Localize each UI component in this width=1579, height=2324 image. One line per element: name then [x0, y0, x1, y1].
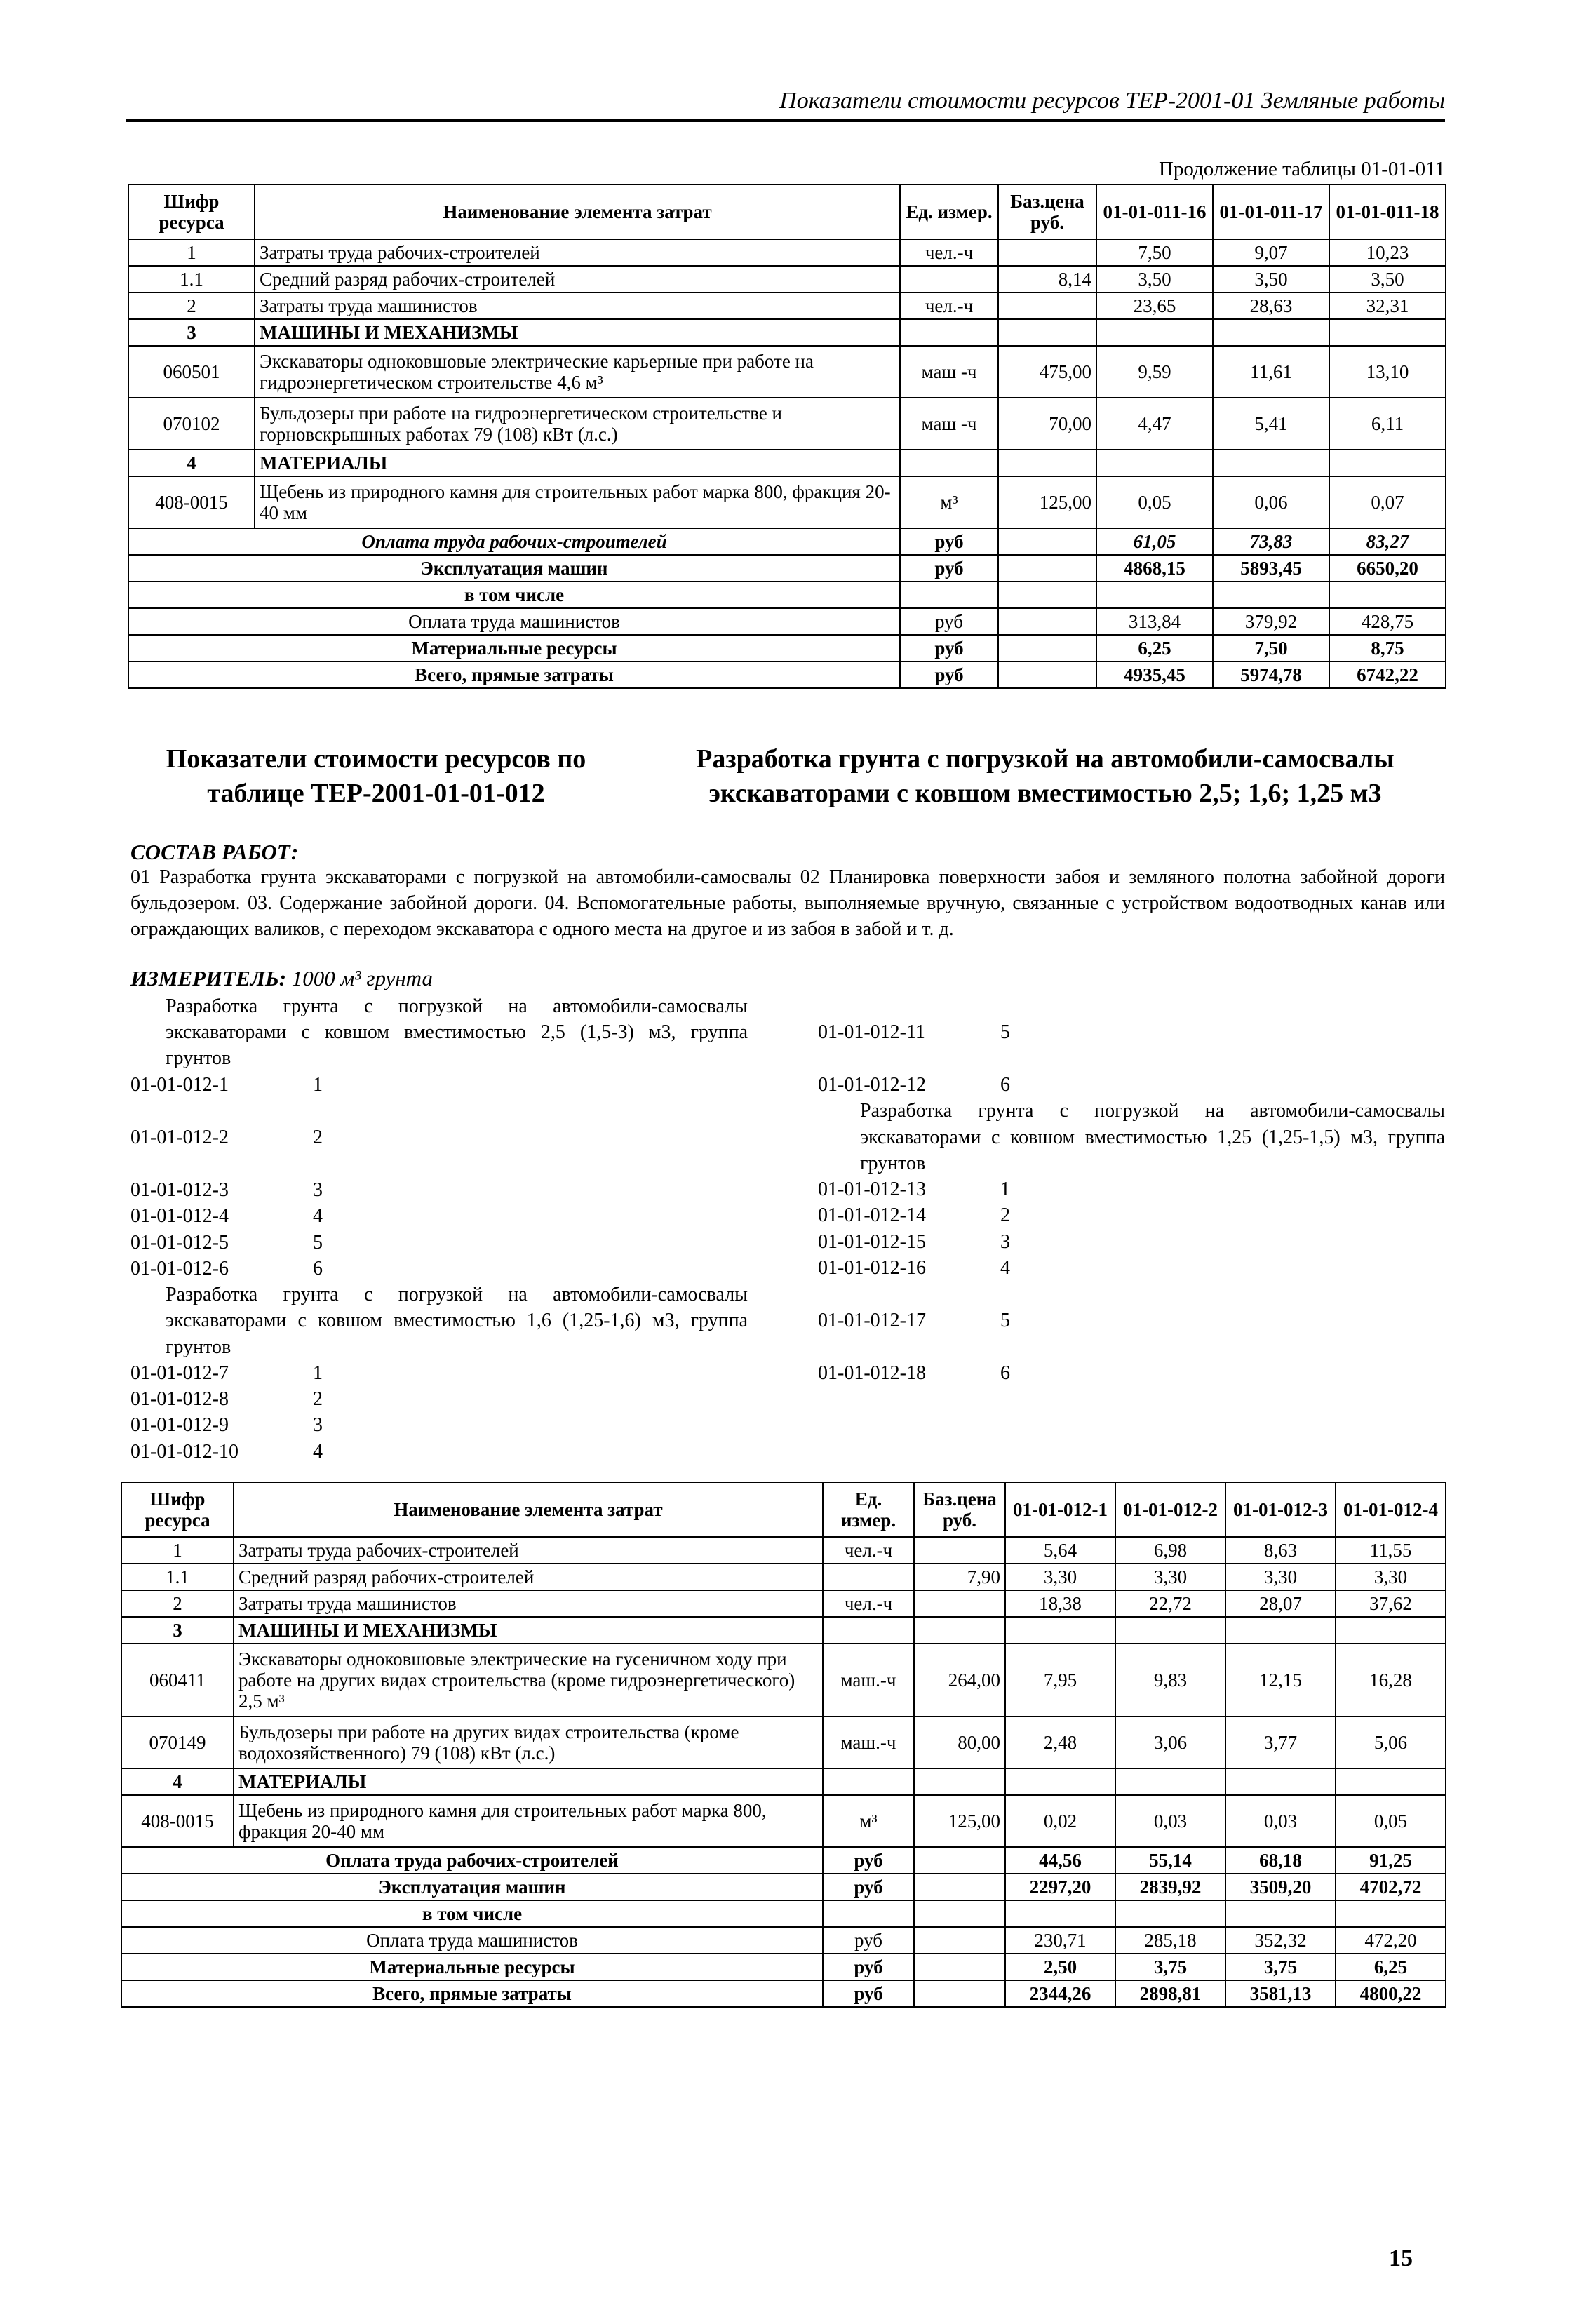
summary-row: [128, 555, 1446, 582]
list-item: [130, 1412, 748, 1438]
group-description: Разработка грунта с погрузкой на автомобили-самосвалы экскаваторами с ковшом вместимостью 2,5 (1,5-3) м3, группа грунтов: [166, 995, 748, 1070]
cell-value: 3,75: [1115, 1954, 1225, 1980]
cell-code: 2: [121, 1590, 234, 1617]
cell-value: 3,75: [1225, 1954, 1336, 1980]
item-group: 1: [313, 1073, 323, 1096]
cell-value: 8,75: [1329, 635, 1446, 661]
cell-name: Затраты труда машинистов: [255, 293, 900, 319]
summary-row: [128, 528, 1446, 555]
cell-value: 18,38: [1005, 1590, 1115, 1617]
cell-value: 4800,22: [1336, 1980, 1446, 2007]
item-code: 01-01-012-2: [130, 1126, 229, 1148]
cell-value: 7,50: [1096, 239, 1213, 266]
table-row: [128, 266, 1446, 293]
cell-value: 313,84: [1096, 608, 1213, 635]
col-header-unit: Ед. измер.: [900, 184, 998, 239]
summary-label: в том числе: [121, 1900, 823, 1927]
cell-unit: м³: [823, 1795, 914, 1847]
cell-value: 8,63: [1225, 1537, 1336, 1564]
cell-code: 408-0015: [128, 476, 255, 528]
cell-code: 1.1: [128, 266, 255, 293]
item-code: 01-01-012-13: [818, 1178, 926, 1201]
table-section-row: [121, 1768, 1446, 1795]
col-header-code: 01-01-012-1: [1005, 1482, 1115, 1537]
cell-price: 80,00: [914, 1717, 1005, 1768]
cell-value: 4,47: [1096, 398, 1213, 450]
item-code: 01-01-012-9: [130, 1414, 229, 1437]
cell-unit: руб: [900, 528, 998, 555]
cell-code: 3: [121, 1617, 234, 1644]
item-group: 6: [1000, 1362, 1010, 1385]
group-description: Разработка грунта с погрузкой на автомобили-самосвалы экскаваторами с ковшом вместимостью 1,25 (1,25-1,5) м3, группа грунтов: [860, 1100, 1445, 1174]
cell-value: 5893,45: [1213, 555, 1329, 582]
cell-unit: руб: [823, 1927, 914, 1954]
summary-row: [128, 635, 1446, 661]
cell-value: 61,05: [1096, 528, 1213, 555]
list-item: [130, 1439, 748, 1465]
cell-price: [914, 1537, 1005, 1564]
summary-label: Оплата труда рабочих-строителей: [128, 528, 900, 555]
summary-row: [121, 1927, 1446, 1954]
item-code: 01-01-012-3: [130, 1179, 229, 1202]
item-code: 01-01-012-16: [818, 1256, 926, 1279]
list-item: [130, 1072, 748, 1098]
cell-code: 3: [128, 319, 255, 346]
cell-value: 6650,20: [1329, 555, 1446, 582]
cell-price: [998, 293, 1096, 319]
summary-row: [128, 608, 1446, 635]
cell-name: Затраты труда машинистов: [234, 1590, 823, 1617]
list-item: [130, 1230, 748, 1256]
summary-row: [121, 1900, 1446, 1927]
summary-label: Материальные ресурсы: [121, 1954, 823, 1980]
cell-price: 8,14: [998, 266, 1096, 293]
cell-name: Бульдозеры при работе на других видах строительства (кроме водохозяйственного) 79 (108) кВт (л.с.): [234, 1717, 823, 1768]
item-code: 01-01-012-14: [818, 1204, 926, 1227]
summary-label: Оплата труда машинистов: [121, 1927, 823, 1954]
col-header-price: Баз.цена руб.: [914, 1482, 1005, 1537]
col-header-code: 01-01-012-2: [1115, 1482, 1225, 1537]
cell-unit: [823, 1564, 914, 1590]
list-item: [818, 1019, 1445, 1045]
item-group: 6: [313, 1257, 323, 1279]
cell-value: 28,07: [1225, 1590, 1336, 1617]
table-row: [121, 1590, 1446, 1617]
item-code: 01-01-012-1: [130, 1073, 229, 1096]
summary-label: Оплата труда машинистов: [128, 608, 900, 635]
cell-value: 2,50: [1005, 1954, 1115, 1980]
cell-value: 11,55: [1336, 1537, 1446, 1564]
cell-name: Щебень из природного камня для строительных работ марка 800, фракция 20-40 мм: [255, 476, 900, 528]
cell-value: 0,05: [1096, 476, 1213, 528]
table-row: [121, 1795, 1446, 1847]
cell-price: [914, 1590, 1005, 1617]
cell-price: 264,00: [914, 1644, 1005, 1717]
cell-unit: руб: [900, 635, 998, 661]
list-item: [130, 1386, 748, 1412]
cell-price: 125,00: [998, 476, 1096, 528]
cell-value: 6,98: [1115, 1537, 1225, 1564]
cell-name: Экскаваторы одноковшовые электрические на гусеничном ходу при работе на других видах строительства (кроме гидроэнергетического) 2,5 м³: [234, 1644, 823, 1717]
cell-value: 3,06: [1115, 1717, 1225, 1768]
section-heading-materials: МАТЕРИАЛЫ: [255, 450, 900, 476]
cell-code: 4: [121, 1768, 234, 1795]
col-header-shifr: Шифр ресурса: [128, 184, 255, 239]
cell-value: 11,61: [1213, 346, 1329, 398]
code-list-left: [130, 993, 748, 1465]
item-code: 01-01-012-17: [818, 1310, 926, 1332]
cell-value: 4702,72: [1336, 1874, 1446, 1900]
cell-unit: чел.-ч: [900, 239, 998, 266]
table-section-row: [128, 319, 1446, 346]
list-item: [130, 1177, 748, 1203]
cell-unit: маш -ч: [900, 346, 998, 398]
cell-value: 9,07: [1213, 239, 1329, 266]
cell-name: Бульдозеры при работе на гидроэнергетическом строительстве и горновскрышных работах 79 (108) кВт (л.с.): [255, 398, 900, 450]
cell-code: 1: [121, 1537, 234, 1564]
cell-value: 2839,92: [1115, 1874, 1225, 1900]
cell-code: 4: [128, 450, 255, 476]
page-number: 15: [1389, 2245, 1413, 2271]
cell-value: 37,62: [1336, 1590, 1446, 1617]
summary-label: в том числе: [128, 582, 900, 608]
col-header-unit: Ед. измер.: [823, 1482, 914, 1537]
cell-value: 28,63: [1213, 293, 1329, 319]
cell-code: 408-0015: [121, 1795, 234, 1847]
item-group: 3: [1000, 1230, 1010, 1253]
item-group: 3: [313, 1414, 323, 1437]
item-code: 01-01-012-6: [130, 1257, 229, 1279]
code-list-right: [818, 1019, 1445, 1387]
list-item: [818, 1229, 1445, 1255]
cell-price: 70,00: [998, 398, 1096, 450]
table-row: [128, 398, 1446, 450]
cell-value: 3,30: [1115, 1564, 1225, 1590]
cell-value: 68,18: [1225, 1847, 1336, 1874]
cell-code: 2: [128, 293, 255, 319]
work-composition-label: СОСТАВ РАБОТ:: [130, 840, 299, 864]
cell-unit: чел.-ч: [823, 1537, 914, 1564]
list-item: [818, 1176, 1445, 1202]
cell-value: 6,25: [1336, 1954, 1446, 1980]
cell-unit: [900, 266, 998, 293]
cell-value: 44,56: [1005, 1847, 1115, 1874]
cell-name: Средний разряд рабочих-строителей: [255, 266, 900, 293]
list-item: [130, 1360, 748, 1386]
cell-unit: руб: [823, 1954, 914, 1980]
section-heading-machines: МАШИНЫ И МЕХАНИЗМЫ: [234, 1617, 823, 1644]
cell-name: Затраты труда рабочих-строителей: [255, 239, 900, 266]
section-title-table: Показатели стоимости ресурсов по таблице ТЕР-2001-01-01-012: [166, 744, 586, 809]
cell-code: 070102: [128, 398, 255, 450]
list-item: [130, 1256, 748, 1282]
item-group: 3: [313, 1179, 323, 1202]
cell-value: 12,15: [1225, 1644, 1336, 1717]
cell-value: 83,27: [1329, 528, 1446, 555]
cell-value: 472,20: [1336, 1927, 1446, 1954]
item-code: 01-01-012-10: [130, 1440, 238, 1463]
cell-unit: чел.-ч: [823, 1590, 914, 1617]
item-code: 01-01-012-8: [130, 1388, 229, 1411]
work-composition-text: 01 Разработка грунта экскаваторами с погрузкой на автомобили-самосвалы 02 Планировка поверхности забоя и земляного полотна забойной дороги бульдозером. 03. Содержание забойной дороги. 04. Вспомогательные работы, выполняемые вручную, связанные с устройством водоотводных канав или ограждающих валиков, с переходом экскаватора с одного места на другое и из забоя в забой и т. д.: [130, 866, 1445, 941]
item-group: 5: [1000, 1310, 1010, 1332]
cell-value: 3,50: [1213, 266, 1329, 293]
cell-value: 3,30: [1225, 1564, 1336, 1590]
cell-unit: маш.-ч: [823, 1717, 914, 1768]
cell-value: 4868,15: [1096, 555, 1213, 582]
summary-row: [121, 1954, 1446, 1980]
item-code: 01-01-012-4: [130, 1205, 229, 1228]
resource-table-012: [121, 1482, 1446, 2008]
table-header-row: [121, 1482, 1446, 1537]
item-code: 01-01-012-15: [818, 1230, 926, 1253]
cell-unit: руб: [823, 1980, 914, 2007]
cell-value: 0,07: [1329, 476, 1446, 528]
list-item: [818, 1308, 1445, 1334]
cell-value: 7,95: [1005, 1644, 1115, 1717]
cell-unit: руб: [900, 608, 998, 635]
cell-value: 0,02: [1005, 1795, 1115, 1847]
table-row: [121, 1717, 1446, 1768]
table-row: [128, 476, 1446, 528]
summary-row: [121, 1847, 1446, 1874]
item-code: 01-01-012-12: [818, 1074, 926, 1096]
cell-value: 428,75: [1329, 608, 1446, 635]
cell-price: 7,90: [914, 1564, 1005, 1590]
cell-unit: маш -ч: [900, 398, 998, 450]
list-item: [130, 1124, 748, 1150]
table-row: [121, 1644, 1446, 1717]
table-header-row: [128, 184, 1446, 239]
table-row: [121, 1564, 1446, 1590]
cell-value: 5,06: [1336, 1717, 1446, 1768]
measurement-label: ИЗМЕРИТЕЛЬ:: [130, 966, 287, 990]
cell-unit: руб: [900, 661, 998, 688]
list-item: [818, 1360, 1445, 1386]
item-group: 5: [313, 1231, 323, 1254]
cell-value: 3,30: [1336, 1564, 1446, 1590]
cell-value: 0,06: [1213, 476, 1329, 528]
cell-value: 3509,20: [1225, 1874, 1336, 1900]
cell-price: [998, 239, 1096, 266]
cell-value: 0,03: [1115, 1795, 1225, 1847]
cell-value: 3581,13: [1225, 1980, 1336, 2007]
cell-value: 2344,26: [1005, 1980, 1115, 2007]
summary-label: Материальные ресурсы: [128, 635, 900, 661]
cell-value: 4935,45: [1096, 661, 1213, 688]
cell-value: 6,25: [1096, 635, 1213, 661]
cell-value: 5,41: [1213, 398, 1329, 450]
list-item: [818, 1072, 1445, 1098]
summary-row: [128, 661, 1446, 688]
cell-unit: руб: [823, 1847, 914, 1874]
col-header-code: 01-01-012-4: [1336, 1482, 1446, 1537]
cell-value: 16,28: [1336, 1644, 1446, 1717]
cell-code: 060411: [121, 1644, 234, 1717]
cell-value: 10,23: [1329, 239, 1446, 266]
table-row: [128, 346, 1446, 398]
summary-row: [121, 1874, 1446, 1900]
summary-label: Эксплуатация машин: [121, 1874, 823, 1900]
item-group: 4: [1000, 1256, 1010, 1279]
item-code: 01-01-012-18: [818, 1362, 926, 1385]
cell-unit: чел.-ч: [900, 293, 998, 319]
table-section-row: [121, 1617, 1446, 1644]
summary-label: Всего, прямые затраты: [128, 661, 900, 688]
item-group: 1: [313, 1362, 323, 1384]
cell-unit: м³: [900, 476, 998, 528]
cell-price: 475,00: [998, 346, 1096, 398]
summary-row: [128, 582, 1446, 608]
cell-value: 2297,20: [1005, 1874, 1115, 1900]
item-group: 6: [1000, 1074, 1010, 1096]
list-item: [818, 1202, 1445, 1228]
col-header-price: Баз.цена руб.: [998, 184, 1096, 239]
header-divider: [126, 119, 1445, 122]
cell-value: 23,65: [1096, 293, 1213, 319]
col-header-code: 01-01-012-3: [1225, 1482, 1336, 1537]
item-group: 2: [1000, 1204, 1010, 1227]
cell-value: 9,59: [1096, 346, 1213, 398]
cell-value: 0,03: [1225, 1795, 1336, 1847]
cell-code: 070149: [121, 1717, 234, 1768]
page-header-title: Показатели стоимости ресурсов ТЕР-2001-01 Земляные работы: [779, 88, 1445, 114]
table-row: [128, 293, 1446, 319]
table-row: [128, 239, 1446, 266]
cell-value: 2,48: [1005, 1717, 1115, 1768]
summary-label: Эксплуатация машин: [128, 555, 900, 582]
measurement-unit: [130, 965, 433, 991]
cell-value: 3,30: [1005, 1564, 1115, 1590]
cell-code: 1: [128, 239, 255, 266]
section-heading-machines: МАШИНЫ И МЕХАНИЗМЫ: [255, 319, 900, 346]
cell-name: Затраты труда рабочих-строителей: [234, 1537, 823, 1564]
cell-unit: руб: [900, 555, 998, 582]
cell-value: 9,83: [1115, 1644, 1225, 1717]
col-header-name: Наименование элемента затрат: [234, 1482, 823, 1537]
list-item: [818, 1255, 1445, 1281]
cell-value: 32,31: [1329, 293, 1446, 319]
table-section-row: [128, 450, 1446, 476]
table-continuation-label: Продолжение таблицы 01-01-011: [1158, 158, 1445, 180]
list-item: [130, 1203, 748, 1229]
item-group: 2: [313, 1388, 323, 1411]
cell-code: 060501: [128, 346, 255, 398]
col-header-code: 01-01-011-18: [1329, 184, 1446, 239]
item-group: 4: [313, 1440, 323, 1463]
measurement-value: 1000 м³ грунта: [291, 966, 433, 990]
cell-value: 22,72: [1115, 1590, 1225, 1617]
item-code: 01-01-012-11: [818, 1021, 925, 1043]
cell-value: 352,32: [1225, 1927, 1336, 1954]
cell-value: 3,77: [1225, 1717, 1336, 1768]
section-title-work: Разработка грунта с погрузкой на автомобили-самосвалы экскаваторами с ковшом вместимостью 2,5; 1,6; 1,25 м3: [696, 744, 1395, 809]
cell-value: 0,05: [1336, 1795, 1446, 1847]
group-description: Разработка грунта с погрузкой на автомобили-самосвалы экскаваторами с ковшом вместимостью 1,6 (1,25-1,6) м3, группа грунтов: [166, 1284, 748, 1358]
item-group: 2: [313, 1126, 323, 1148]
cell-value: 379,92: [1213, 608, 1329, 635]
cell-code: 1.1: [121, 1564, 234, 1590]
col-header-code: 01-01-011-17: [1213, 184, 1329, 239]
cell-name: Экскаваторы одноковшовые электрические карьерные при работе на гидроэнергетическом строительстве 4,6 м³: [255, 346, 900, 398]
cell-unit: маш.-ч: [823, 1644, 914, 1717]
cell-value: 6,11: [1329, 398, 1446, 450]
cell-value: 91,25: [1336, 1847, 1446, 1874]
cell-value: 6742,22: [1329, 661, 1446, 688]
cell-unit: руб: [823, 1874, 914, 1900]
table-row: [121, 1537, 1446, 1564]
cell-value: 5974,78: [1213, 661, 1329, 688]
item-code: 01-01-012-7: [130, 1362, 229, 1384]
col-header-code: 01-01-011-16: [1096, 184, 1213, 239]
cell-name: Средний разряд рабочих-строителей: [234, 1564, 823, 1590]
item-code: 01-01-012-5: [130, 1231, 229, 1254]
summary-label: Оплата труда рабочих-строителей: [121, 1847, 823, 1874]
cell-value: 5,64: [1005, 1537, 1115, 1564]
col-header-name: Наименование элемента затрат: [255, 184, 900, 239]
cell-value: 73,83: [1213, 528, 1329, 555]
cell-value: 2898,81: [1115, 1980, 1225, 2007]
section-heading-materials: МАТЕРИАЛЫ: [234, 1768, 823, 1795]
cell-name: Щебень из природного камня для строительных работ марка 800, фракция 20-40 мм: [234, 1795, 823, 1847]
cell-price: 125,00: [914, 1795, 1005, 1847]
cell-value: 230,71: [1005, 1927, 1115, 1954]
summary-label: Всего, прямые затраты: [121, 1980, 823, 2007]
resource-table-011: [128, 184, 1446, 689]
col-header-shifr: Шифр ресурса: [121, 1482, 234, 1537]
cell-value: 3,50: [1329, 266, 1446, 293]
summary-row: [121, 1980, 1446, 2007]
item-group: 5: [1000, 1021, 1010, 1043]
cell-value: 13,10: [1329, 346, 1446, 398]
item-group: 1: [1000, 1178, 1010, 1201]
cell-value: 285,18: [1115, 1927, 1225, 1954]
cell-value: 3,50: [1096, 266, 1213, 293]
item-group: 4: [313, 1205, 323, 1228]
cell-value: 7,50: [1213, 635, 1329, 661]
cell-value: 55,14: [1115, 1847, 1225, 1874]
